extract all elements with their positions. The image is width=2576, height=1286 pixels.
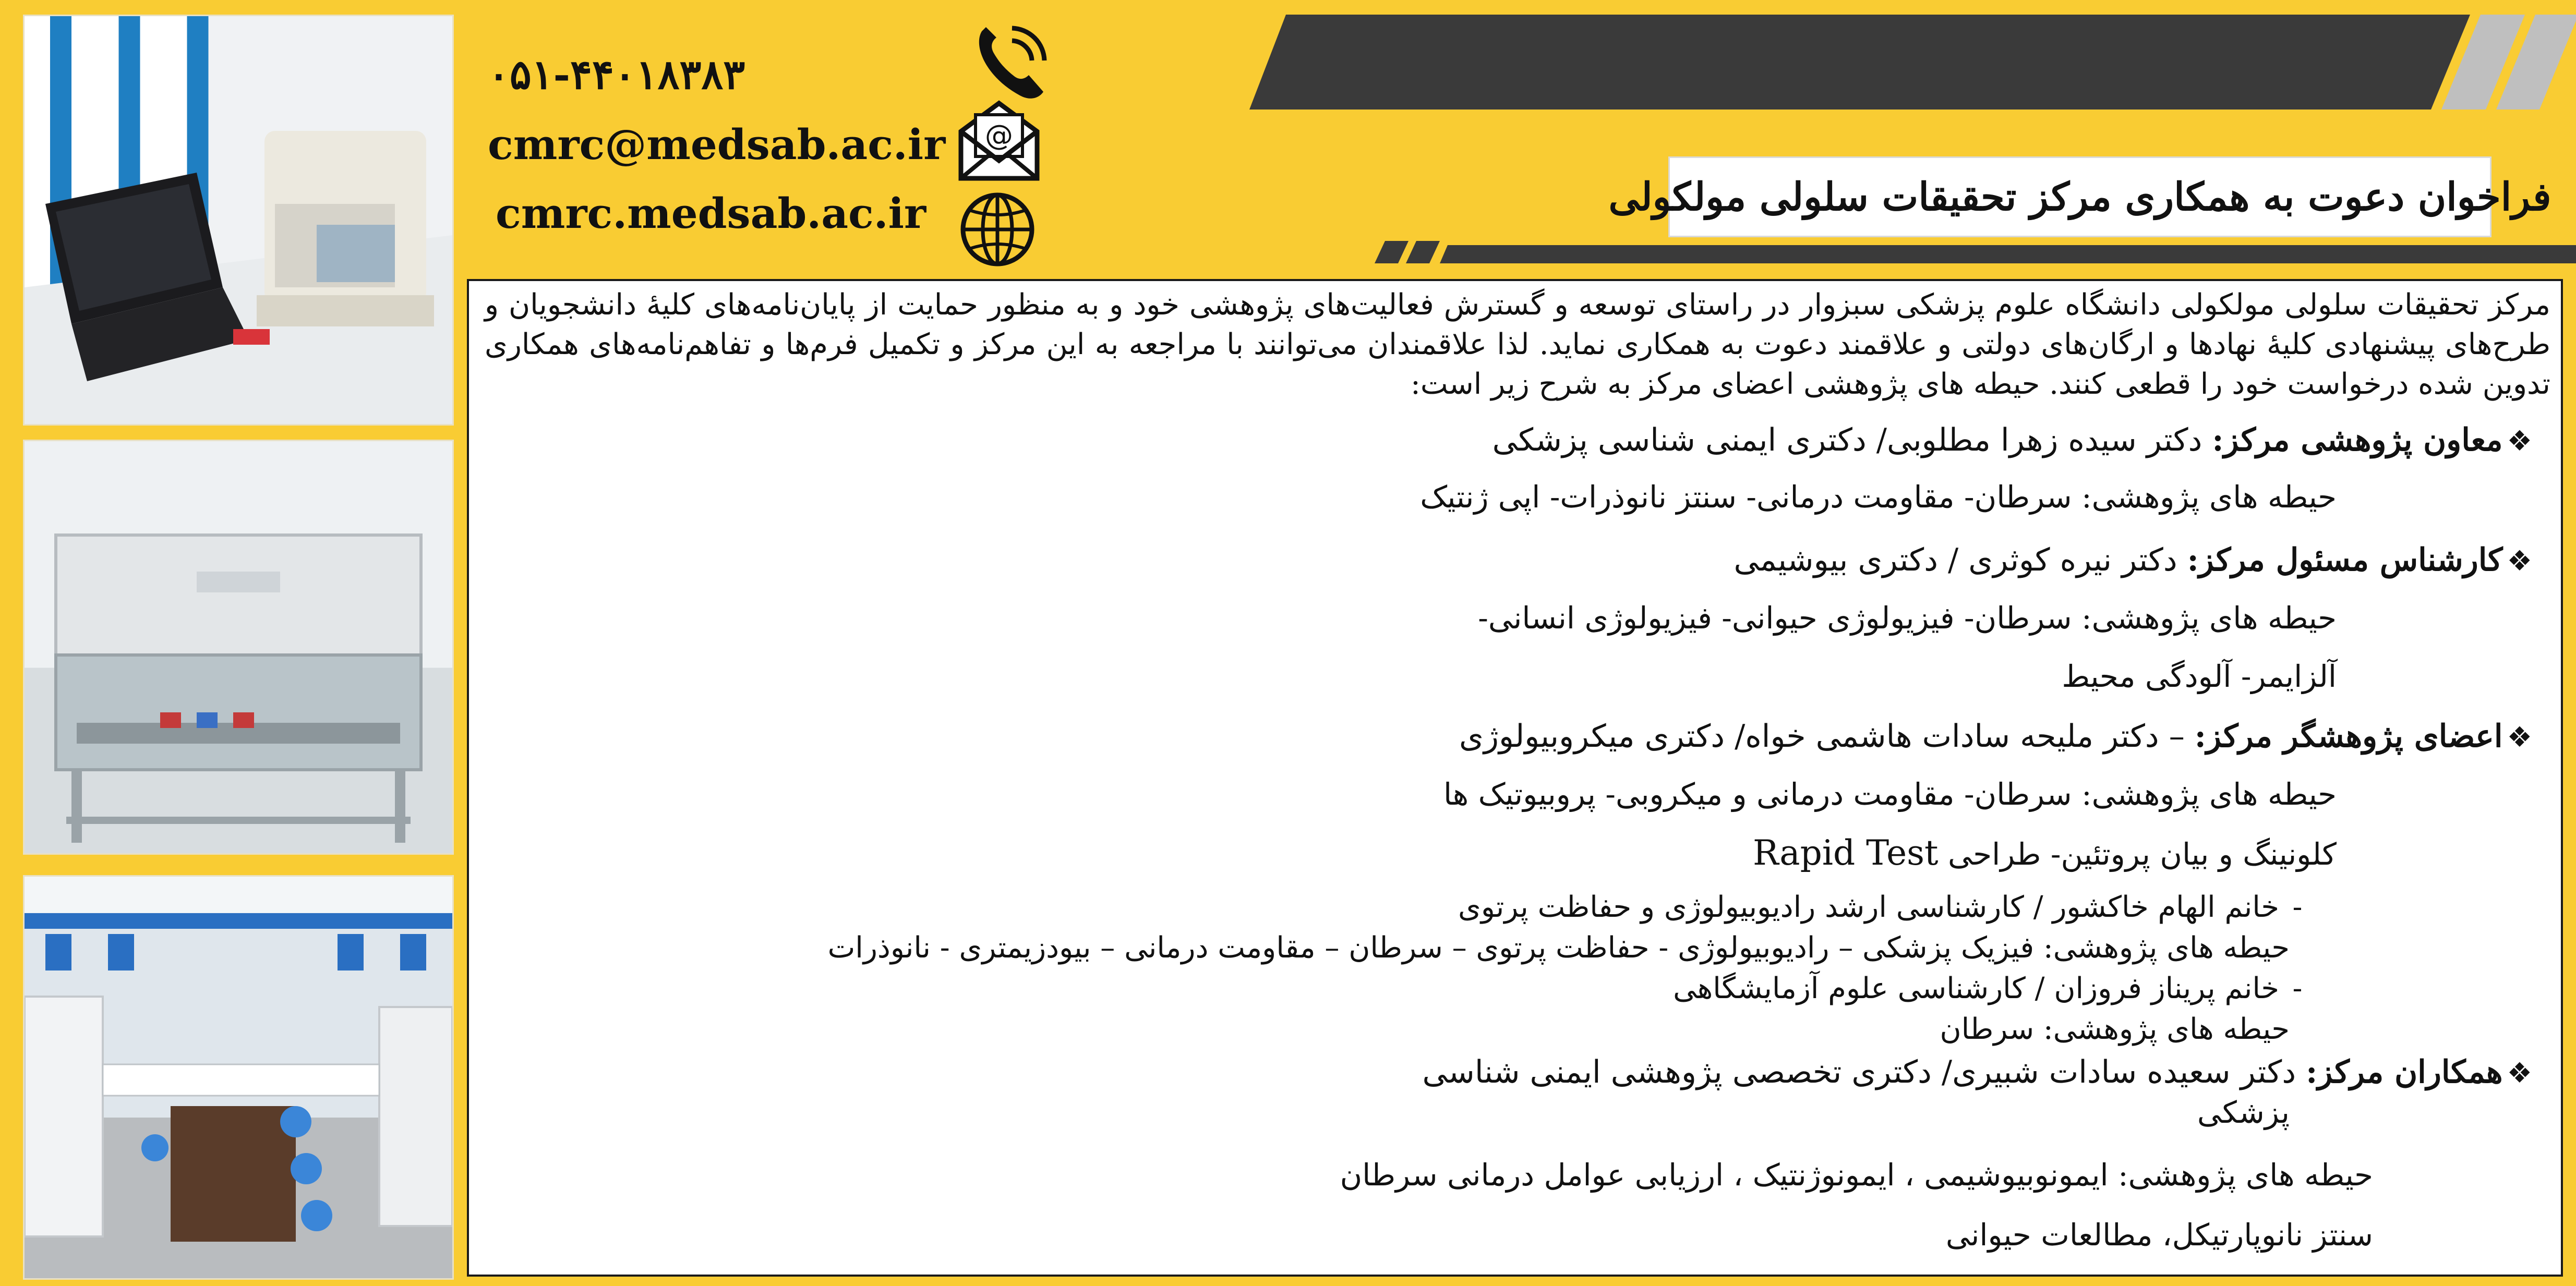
globe-icon (955, 190, 1041, 269)
deputy-person: دکتر سیده زهرا مطلوبی/ دکتری ایمنی شناسی پزشکی (1492, 422, 2202, 458)
photo-biosafety-cabinet (23, 440, 454, 855)
member-1-name-text: خانم الهام خاکشور / کارشناسی ارشد رادیوبیولوژی و حفاظت پرتوی (1458, 890, 2279, 924)
researchers-heading (1459, 718, 2532, 755)
bullet-icon: ❖ (2507, 424, 2532, 457)
contact-email[interactable]: cmrc@medsab.ac.ir (488, 120, 946, 169)
divider-long-bar (1440, 245, 2576, 263)
photo-laboratory-room (23, 875, 454, 1280)
deputy-label: معاون پژوهشی مرکز: (2212, 422, 2503, 458)
member-2-name-text: خانم پریناز فروزان / کارشناسی علوم آزمایشگاهی (1673, 972, 2279, 1005)
title-box (1608, 156, 2551, 237)
divider-stripe-1 (1375, 241, 1409, 263)
collaborators-fields-1: حیطه های پژوهشی: ایمونوبیوشیمی ، ایمونوژنتیک ، ارزیابی عوامل درمانی سرطان (1340, 1157, 2373, 1193)
page-title: فراخوان دعوت به همکاری مرکز تحقیقات سلولی مولکولی (1608, 174, 2551, 220)
bullet-icon: ❖ (2507, 1057, 2532, 1089)
researchers-fields-2-text: کلونینگ و بیان پروتئین- طراحی (1947, 836, 2337, 872)
divider-stripe-2 (1406, 241, 1440, 263)
member-1-dash: - (2292, 890, 2303, 924)
photo-2-drawing (25, 441, 452, 853)
bullet-icon: ❖ (2507, 721, 2532, 754)
collaborators-label: همکاران مرکز: (2306, 1054, 2503, 1090)
expert-fields-2: آلزایمر- آلودگی محیط (2062, 659, 2337, 694)
deputy-heading (1492, 422, 2532, 458)
content-box (467, 279, 2563, 1277)
svg-text:@: @ (985, 119, 1013, 152)
member-1-fields: حیطه های پژوهشی: فیزیک پزشکی – رادیوبیولوژی - حفاظت پرتوی – سرطان – مقاومت درمانی – بیودزیمتری - نانوذرات (827, 931, 2290, 965)
intro-paragraph: مرکز تحقیقات سلولی مولکولی دانشگاه علوم پزشکی سبزوار در راستای توسعه و گسترش فعالیت‌های پژوهشی خود و به منظور حمایت از پایان‌نامه‌های کلیهٔ دانشجویان و طرح‌های پیشنهادی کلیهٔ نهادها و ارگان‌های دولتی و علاقمند دعوت به همکاری نماید. لذا علاقمندان می‌توانند با مراجعه به این مرکز و تکمیل فرم‌ها و تفاهم‌نامه‌های همکاری تدوین شده درخواست خود را قطعی کنند. حیطه های پژوهشی اعضای مرکز به شرح زیر است: (485, 288, 2550, 401)
researchers-fields-1: حیطه های پژوهشی: سرطان- مقاومت درمانی و میکروبی- پروبیوتیک ها (1443, 777, 2337, 812)
member-1-name (1458, 890, 2316, 924)
mail-icon (955, 99, 1043, 183)
collaborators-fields-2: سنتز نانوپارتیکل، مطالعات حیوانی (1945, 1217, 2373, 1253)
deputy-fields: حیطه های پژوهشی: سرطان- مقاومت درمانی- سنتز نانوذرات- اپی ژنتیک (1420, 479, 2337, 515)
researchers-fields-2 (1753, 833, 2337, 873)
contact-website[interactable]: cmrc.medsab.ac.ir (496, 189, 926, 238)
collaborators-heading (1423, 1054, 2532, 1090)
expert-label: کارشناس مسئول مرکز: (2187, 542, 2503, 578)
bullet-icon: ❖ (2507, 544, 2532, 577)
expert-fields-1: حیطه های پژوهشی: سرطان- فیزیولوژی حیوانی- فیزیولوژی انسانی- (1478, 600, 2337, 636)
rapid-test-label: Rapid Test (1753, 833, 1939, 873)
expert-person: دکتر نیره کوثری / دکتری بیوشیمی (1734, 542, 2177, 578)
expert-heading (1734, 542, 2533, 578)
researchers-label: اعضای پژوهشگر مرکز: (2194, 718, 2503, 755)
collaborators-person: دکتر سعیده سادات شبیری/ دکتری تخصصی پژوهشی ایمنی شناسی (1422, 1054, 2296, 1090)
researchers-person: – دکتر ملیحه سادات هاشمی خواه/ دکتری میکروبیولوژی (1459, 718, 2185, 755)
member-2-fields: حیطه های پژوهشی: سرطان (1940, 1012, 2290, 1046)
photo-3-drawing (25, 877, 452, 1278)
contact-phone: ۰۵۱-۴۴۰۱۸۳۸۳ (488, 51, 745, 99)
member-2-dash: - (2292, 972, 2303, 1005)
banner-dark-bar (1249, 15, 2470, 110)
member-2-name (1673, 972, 2316, 1005)
collaborators-person-cont: پزشکی (2197, 1095, 2290, 1130)
phone-icon (970, 25, 1054, 103)
